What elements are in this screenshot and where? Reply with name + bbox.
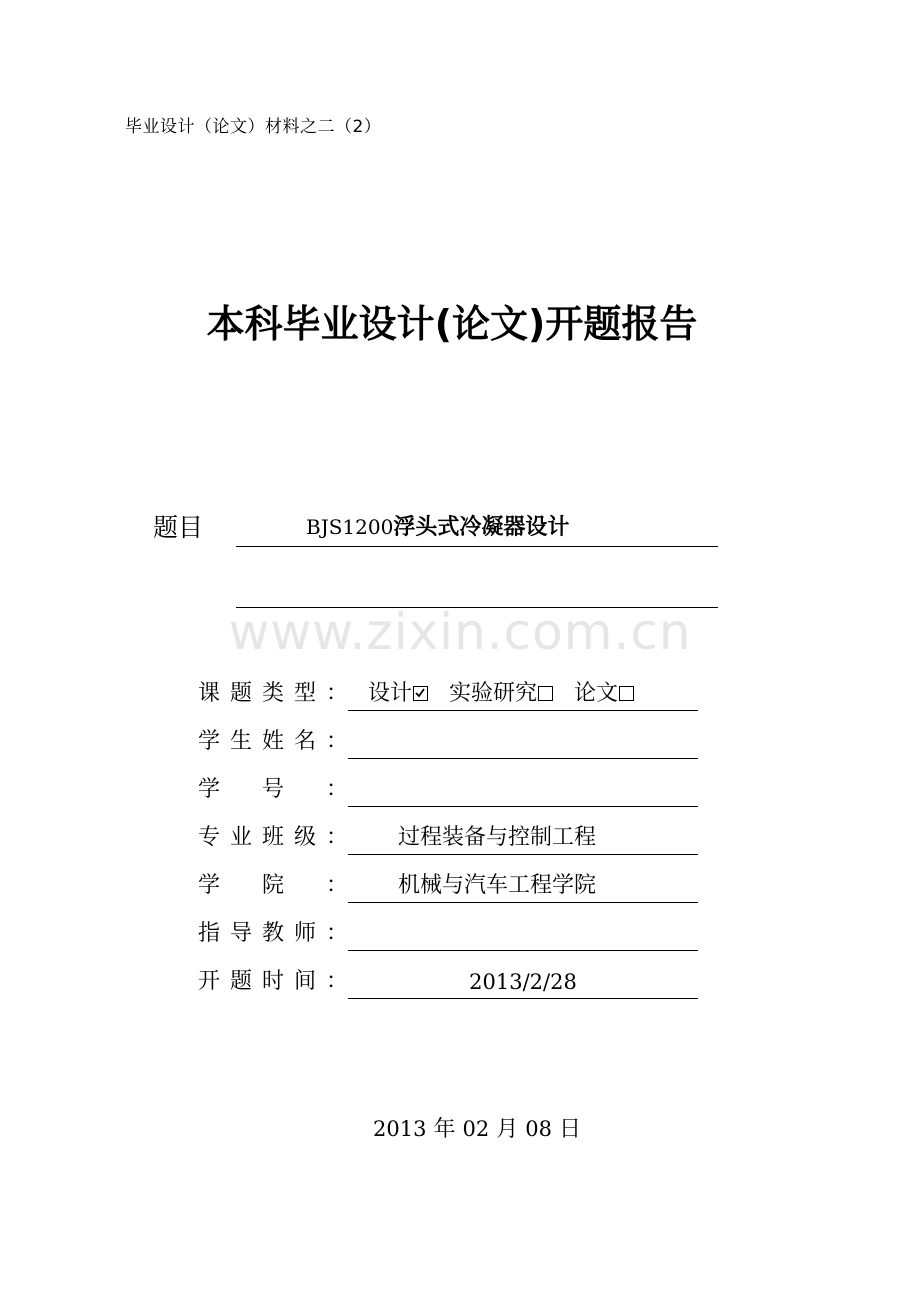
topic-type-field	[348, 677, 698, 711]
type-option-thesis[interactable]	[574, 681, 636, 706]
topic-value	[236, 510, 718, 541]
type-option-label: 设计	[368, 681, 413, 706]
advisor-label: 指导教师：	[198, 921, 348, 946]
college-field[interactable]: 机械与汽车工程学院	[348, 869, 698, 903]
row-major-class	[198, 821, 698, 855]
major-class-label: 专业班级：	[198, 825, 348, 850]
student-id-label: 学号：	[198, 777, 348, 802]
advisor-field[interactable]	[348, 917, 698, 951]
date-month-unit: 月	[496, 1117, 519, 1142]
date-year-unit: 年	[433, 1117, 456, 1142]
topic-underline-1	[236, 546, 718, 547]
topic-code: BJS1200	[306, 515, 394, 539]
topic-type-label: 课题类型：	[198, 681, 348, 706]
student-id-field[interactable]	[348, 773, 698, 807]
topic-name: 浮头式冷凝器设计	[393, 515, 570, 540]
unchecked-box-icon[interactable]	[619, 686, 634, 701]
checked-box-icon[interactable]	[413, 686, 428, 701]
watermark: www.zixin.com.cn	[228, 603, 692, 661]
row-student-id	[198, 773, 698, 807]
row-advisor	[198, 917, 698, 951]
type-option-label: 实验研究	[449, 681, 538, 706]
report-date	[0, 1112, 920, 1143]
material-note: 毕业设计（论文）材料之二（2）	[125, 117, 382, 137]
row-topic-type	[198, 677, 698, 711]
start-date-value: 2013/2/28	[469, 970, 577, 994]
row-student-name	[198, 725, 698, 759]
start-date-label: 开题时间：	[198, 969, 348, 994]
row-college	[198, 869, 698, 903]
date-day: 08	[525, 1117, 552, 1141]
date-day-unit: 日	[558, 1117, 581, 1142]
college-label: 学院：	[198, 873, 348, 898]
student-name-field[interactable]	[348, 725, 698, 759]
type-option-experiment[interactable]	[449, 681, 555, 706]
major-class-field[interactable]: 过程装备与控制工程	[348, 821, 698, 855]
start-date-field[interactable]	[348, 965, 698, 999]
report-title: 本科毕业设计(论文)开题报告	[206, 302, 698, 346]
type-option-label: 论文	[574, 681, 619, 706]
row-start-date	[198, 965, 698, 999]
type-option-design[interactable]	[368, 681, 430, 706]
date-year: 2013	[373, 1117, 427, 1141]
student-name-label: 学生姓名：	[198, 729, 348, 754]
unchecked-box-icon[interactable]	[538, 686, 553, 701]
date-month: 02	[462, 1117, 490, 1141]
topic-label: 题目	[153, 513, 204, 542]
